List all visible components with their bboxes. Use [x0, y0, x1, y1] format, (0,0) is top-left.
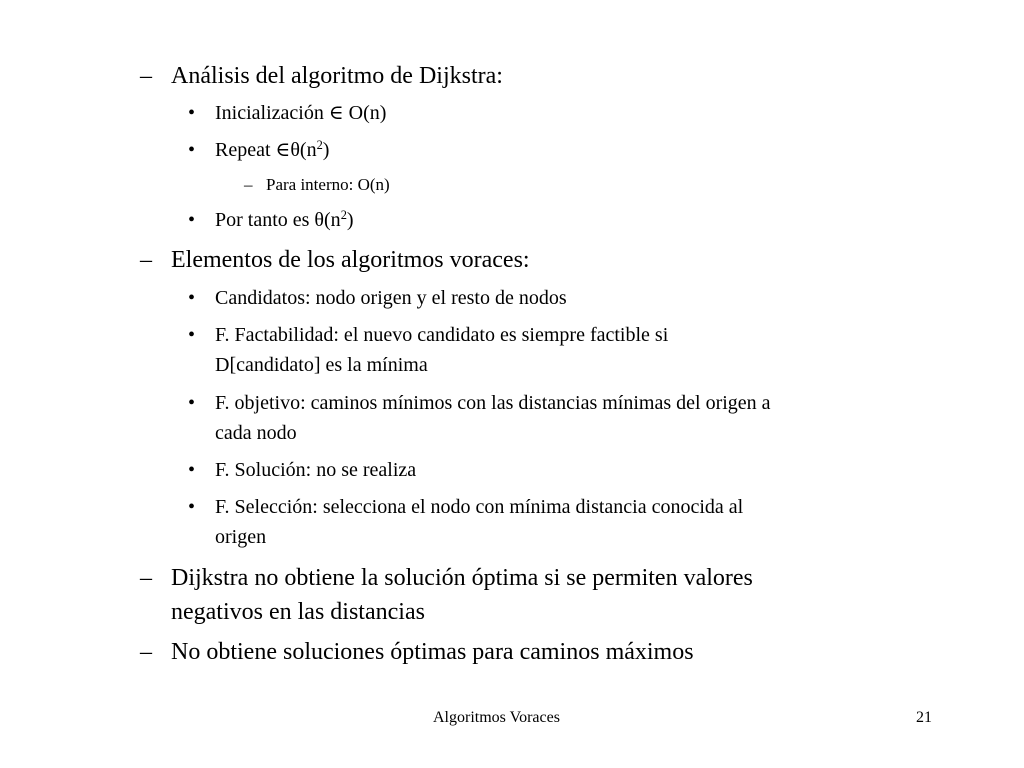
bullet-therefore-exponent: 2 — [340, 208, 347, 223]
dash-marker: – — [140, 565, 152, 591]
heading-max-paths: No obtiene soluciones óptimas para caminos máximos — [171, 639, 694, 665]
bullet-repeat-text: Repeat ∈θ(n — [215, 139, 317, 161]
heading-dijkstra-analysis: Análisis del algoritmo de Dijkstra: — [171, 63, 503, 89]
bullet-initialization: Inicialización ∈ O(n) — [215, 102, 387, 124]
bullet-marker: • — [188, 102, 196, 124]
bullet-therefore — [215, 206, 354, 234]
bullet-marker: • — [188, 459, 196, 481]
bullet-marker: • — [188, 324, 196, 346]
bullet-marker: • — [188, 392, 196, 414]
bullet-marker: • — [188, 209, 196, 231]
bullet-feasibility-line-2: D[candidato] es la mínima — [215, 354, 428, 376]
sub-bullet-inner-loop: Para interno: O(n) — [266, 175, 390, 194]
dash-marker: – — [140, 639, 152, 665]
bullet-objective-line-2: cada nodo — [215, 422, 297, 444]
heading-negative-weights-line-2: negativos en las distancias — [171, 599, 425, 625]
page-number: 21 — [916, 709, 932, 726]
dash-marker: – — [140, 63, 152, 89]
footer-title: Algoritmos Voraces — [433, 709, 560, 726]
bullet-solution: F. Solución: no se realiza — [215, 459, 417, 481]
heading-greedy-elements: Elementos de los algoritmos voraces: — [171, 247, 530, 273]
bullet-marker: • — [188, 139, 196, 161]
bullet-selection-line-2: origen — [215, 526, 267, 548]
heading-negative-weights-line-1: Dijkstra no obtiene la solución óptima si se permiten valores — [171, 565, 753, 591]
bullet-marker: • — [188, 287, 196, 309]
bullet-repeat-close: ) — [322, 139, 330, 161]
bullet-therefore-close: ) — [346, 209, 354, 231]
bullet-repeat-exponent: 2 — [316, 138, 323, 153]
bullet-repeat — [215, 136, 329, 164]
bullet-marker: • — [188, 496, 196, 518]
bullet-therefore-text: Por tanto es θ(n — [215, 209, 341, 231]
bullet-objective-line-1: F. objetivo: caminos mínimos con las distancias mínimas del origen a — [215, 392, 771, 414]
dash-marker: – — [244, 175, 253, 194]
dash-marker: – — [140, 247, 152, 273]
bullet-feasibility-line-1: F. Factabilidad: el nuevo candidato es siempre factible si — [215, 324, 669, 346]
bullet-selection-line-1: F. Selección: selecciona el nodo con mínima distancia conocida al — [215, 496, 744, 518]
bullet-candidates: Candidatos: nodo origen y el resto de nodos — [215, 287, 567, 309]
